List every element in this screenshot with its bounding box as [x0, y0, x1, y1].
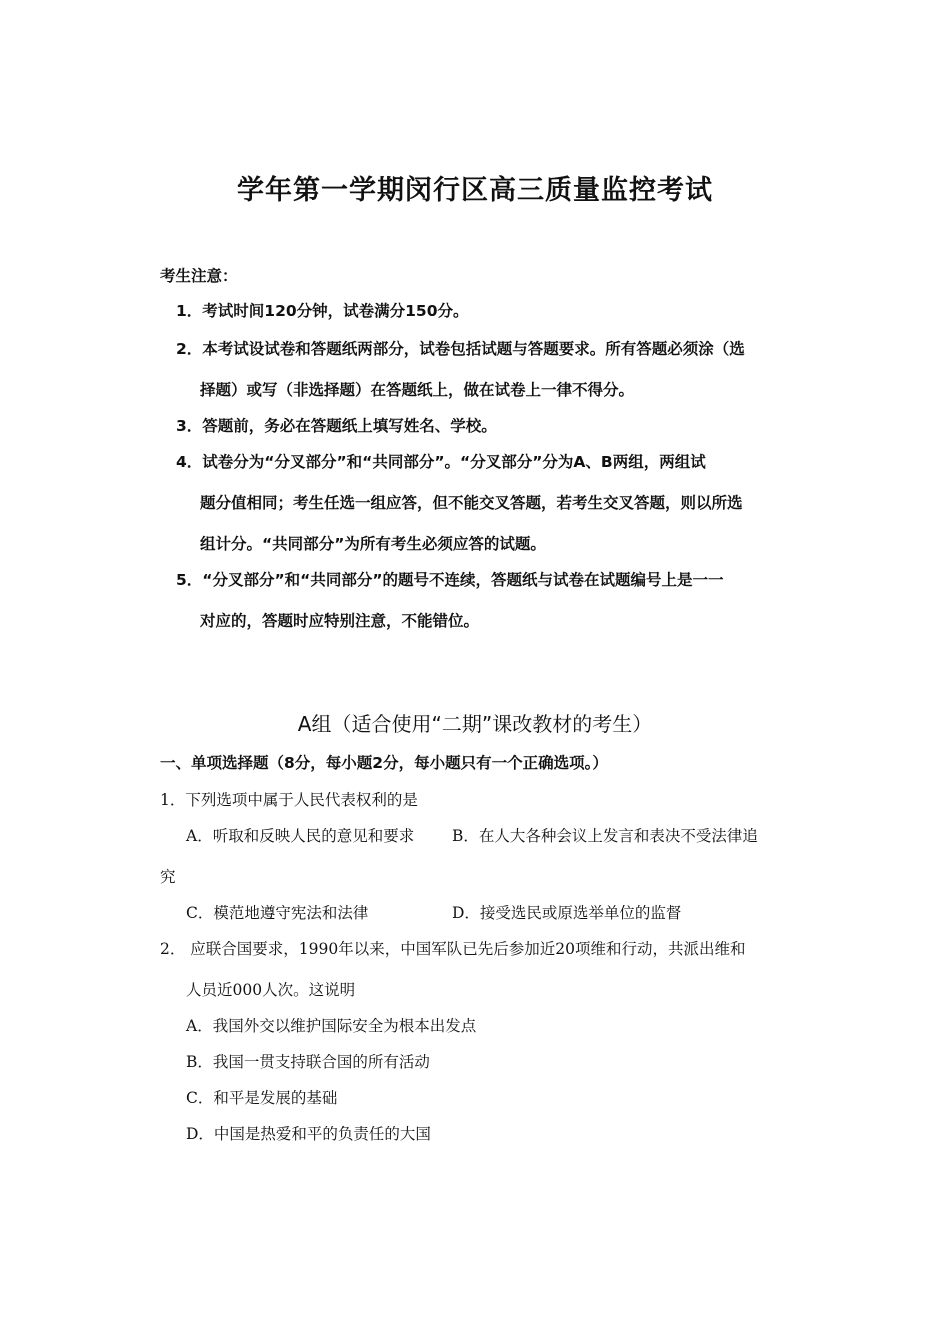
notice-item-3: 3．答题前，务必在答题纸上填写姓名、学校。 [176, 417, 497, 435]
notice-item-2-cont: 择题）或写（非选择题）在答题纸上，做在试卷上一律不得分。 [200, 381, 635, 399]
question-2-option-b: B．我国一贯支持联合国的所有活动 [186, 1053, 430, 1071]
notice-heading: 考生注意： [160, 267, 238, 285]
section-title: A组（适合使用“二期”课改教材的考生） [297, 712, 653, 736]
question-1-option-b: B．在人大各种会议上发言和表决不受法律追 [452, 827, 758, 845]
notice-item-4: 4．试卷分为“分叉部分”和“共同部分”。“分叉部分”分为A、B两组，两组试 [176, 453, 706, 471]
notice-item-1: 1．考试时间120分钟，试卷满分150分。 [176, 302, 469, 320]
notice-item-4-cont2: 组计分。“共同部分”为所有考生必须应答的试题。 [200, 535, 546, 553]
notice-item-4-cont1: 题分值相同；考生任选一组应答，但不能交叉答题，若考生交叉答题，则以所选 [200, 494, 743, 512]
notice-item-2: 2．本考试设试卷和答题纸两部分，试卷包括试题与答题要求。所有答题必须涂（选 [176, 340, 745, 358]
question-2-stem: 2． 应联合国要求，1990年以来，中国军队已先后参加近20项维和行动，共派出维和 [160, 940, 746, 958]
exam-title: 学年第一学期闵行区高三质量监控考试 [237, 175, 713, 206]
notice-item-5-cont: 对应的，答题时应特别注意，不能错位。 [200, 612, 480, 630]
question-1-option-a: A．听取和反映人民的意见和要求 [186, 827, 415, 845]
question-2-option-d: D．中国是热爱和平的负责任的大国 [186, 1125, 431, 1143]
question-1-stem: 1．下列选项中属于人民代表权利的是 [160, 791, 418, 809]
question-2-stem-cont: 人员近000人次。这说明 [186, 981, 356, 999]
question-1-option-d: D．接受选民或原选举单位的监督 [452, 904, 682, 922]
question-1-option-c: C．模范地遵守宪法和法律 [186, 904, 369, 922]
part-heading: 一、单项选择题（8分，每小题2分，每小题只有一个正确选项。） [160, 754, 608, 772]
question-2-option-c: C．和平是发展的基础 [186, 1089, 338, 1107]
question-2-option-a: A．我国外交以维护国际安全为根本出发点 [186, 1017, 477, 1035]
notice-item-5: 5．“分叉部分”和“共同部分”的题号不连续，答题纸与试卷在试题编号上是一一 [176, 571, 724, 589]
question-1-option-b-cont: 究 [160, 868, 176, 886]
